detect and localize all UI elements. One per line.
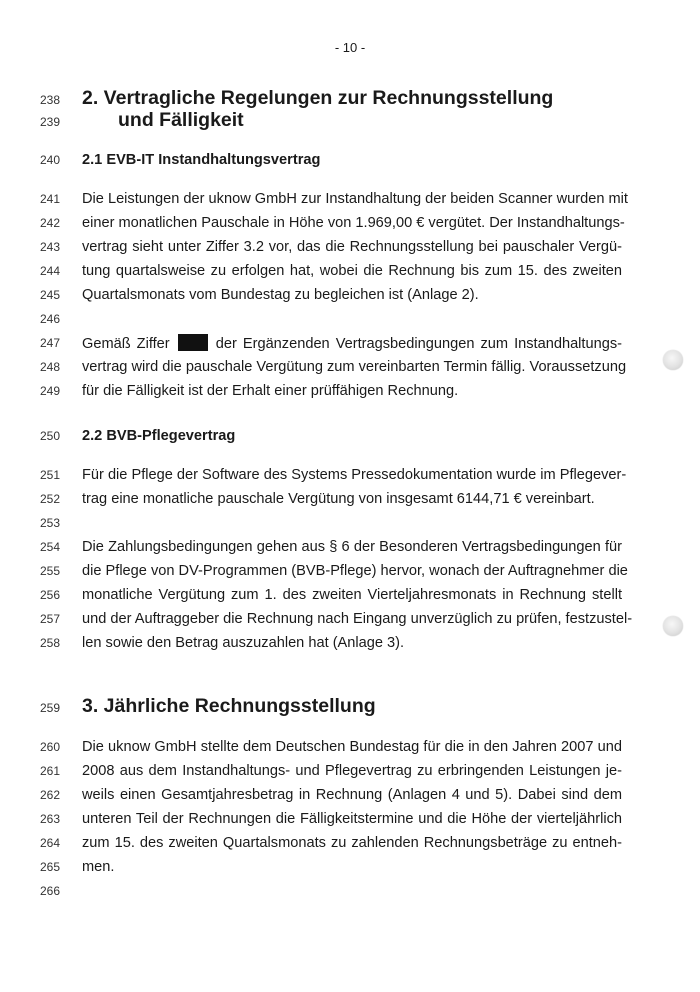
line-number: 262 (40, 788, 61, 802)
line-number: 252 (40, 492, 61, 506)
text-line: Die Leistungen der uknow GmbH zur Instandhaltung der beiden Scanner wurden mit (82, 191, 628, 207)
text-line: vertrag wird die pauschale Vergütung zum vereinbarten Termin fällig. Voraussetzung (82, 359, 627, 375)
line-number: 260 (40, 740, 61, 754)
punch-hole-lower (663, 616, 683, 636)
line-number: 259 (40, 701, 61, 715)
text-line: men. (82, 859, 115, 875)
text-line: tung quartalsweise zu erfolgen hat, wobei die Rechnung bis zum 15. des zweiten (82, 263, 622, 279)
text-line: Quartalsmonats vom Bundestag zu begleichen ist (Anlage 2). (82, 287, 479, 303)
text-line: zum 15. des zweiten Quartalsmonats zu zahlenden Rechnungsbeträge zu entneh- (82, 835, 622, 851)
section-heading: 3. Jährliche Rechnungsstellung (82, 695, 376, 717)
line-number: 264 (40, 836, 61, 850)
line-number: 247 (40, 336, 61, 350)
subsection-heading: 2.2 BVB-Pflegevertrag (82, 428, 236, 444)
line-number: 266 (40, 884, 61, 898)
text-line: monatliche Vergütung zum 1. des zweiten Vierteljahresmonats in Rechnung stellt (82, 587, 622, 603)
line-number: 241 (40, 192, 61, 206)
text-line: Für die Pflege der Software des Systems Pressedokumentation wurde im Pflegever- (82, 467, 627, 483)
line-number: 257 (40, 612, 61, 626)
line-number: 242 (40, 216, 61, 230)
line-number: 261 (40, 764, 61, 778)
text-line: weils einen Gesamtjahresbetrag in Rechnung (Anlagen 4 und 5). Dabei sind dem (82, 787, 622, 803)
text-line: für die Fälligkeit ist der Erhalt einer prüffähigen Rechnung. (82, 383, 459, 399)
line-number: 250 (40, 429, 61, 443)
line-number: 240 (40, 153, 61, 167)
line-number: 265 (40, 860, 61, 874)
line-number: 249 (40, 384, 61, 398)
text-segment: der Ergänzenden Vertragsbedingungen zum Instandhaltungs- (215, 336, 622, 352)
line-number: 255 (40, 564, 61, 578)
line-number: 256 (40, 588, 61, 602)
text-line: unteren Teil der Rechnungen die Fälligkeitstermine und die Höhe der vierteljährlich (82, 811, 622, 827)
line-number: 251 (40, 468, 61, 482)
line-number: 246 (40, 312, 61, 326)
text-line: einer monatlichen Pauschale in Höhe von 1.969,00 € vergütet. Der Instandhaltungs- (82, 215, 625, 231)
text-line: vertrag sieht unter Ziffer 3.2 vor, das die Rechnungsstellung bei pauschaler Vergü- (82, 239, 622, 255)
section-heading: 2. Vertragliche Regelungen zur Rechnungsstellung (82, 87, 554, 109)
line-number: 253 (40, 516, 61, 530)
page-number: - 10 - (334, 40, 366, 55)
section-heading-continued: und Fälligkeit (118, 109, 244, 131)
line-number: 239 (40, 115, 61, 129)
text-line: len sowie den Betrag auszuzahlen hat (Anlage 3). (82, 635, 405, 651)
text-line: trag eine monatliche pauschale Vergütung von insgesamt 6144,71 € vereinbart. (82, 491, 595, 507)
line-number: 248 (40, 360, 61, 374)
text-line: und der Auftraggeber die Rechnung nach Eingang unverzüglich zu prüfen, festzustel- (82, 611, 633, 627)
line-number: 254 (40, 540, 61, 554)
line-number: 244 (40, 264, 61, 278)
line-number: 258 (40, 636, 61, 650)
text-line (82, 334, 622, 353)
redaction-block (178, 334, 208, 351)
text-line: Die uknow GmbH stellte dem Deutschen Bundestag für die in den Jahren 2007 und (82, 739, 622, 755)
line-number: 245 (40, 288, 61, 302)
subsection-heading: 2.1 EVB-IT Instandhaltungsvertrag (82, 152, 321, 168)
text-line: Die Zahlungsbedingungen gehen aus § 6 der Besonderen Vertragsbedingungen für (82, 539, 622, 555)
text-line: die Pflege von DV-Programmen (BVB-Pflege) hervor, wonach der Auftragnehmer die (82, 563, 628, 579)
punch-hole-upper (663, 350, 683, 370)
line-number: 238 (40, 93, 61, 107)
text-segment: Gemäß Ziffer (82, 336, 170, 352)
text-line: 2008 aus dem Instandhaltungs- und Pflegevertrag zu erbringenden Leistungen je- (82, 763, 622, 779)
line-number: 263 (40, 812, 61, 826)
line-number: 243 (40, 240, 61, 254)
